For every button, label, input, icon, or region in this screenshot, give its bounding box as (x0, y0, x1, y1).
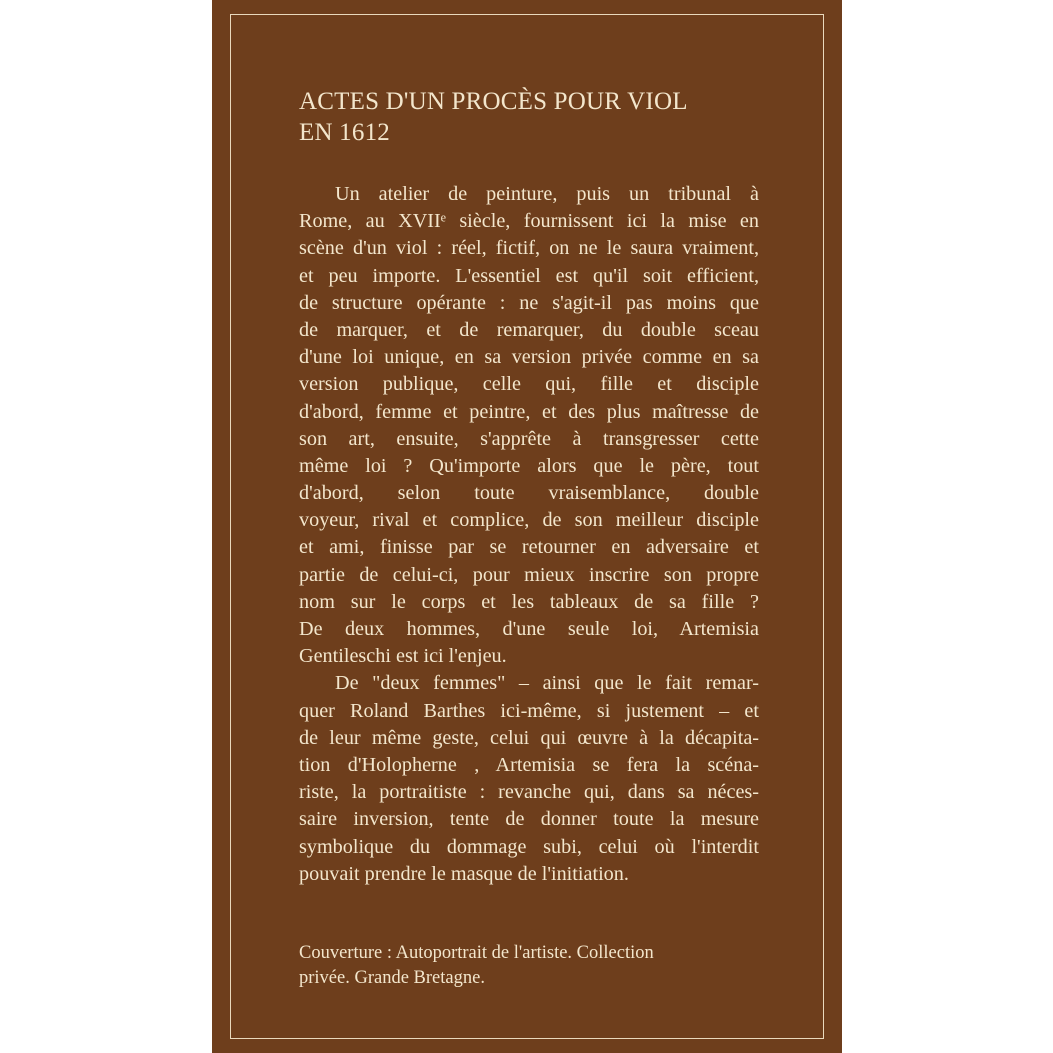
blurb-line: voyeur, rival et complice, de son meilleur disciple (299, 509, 759, 532)
blurb-line: De "deux femmes" – ainsi que le fait remar- (335, 672, 759, 695)
blurb-line: d'abord, selon toute vraisemblance, double (299, 482, 759, 505)
blurb-line: d'une loi unique, en sa version privée comme en sa (299, 346, 759, 369)
caption-line-2: privée. Grande Bretagne. (299, 968, 485, 988)
blurb-line: nom sur le corps et les tableaux de sa fille ? (299, 590, 759, 613)
blurb-text (299, 181, 759, 888)
blurb-line: et ami, finisse par se retourner en adversaire et (299, 536, 759, 559)
blurb-line: symbolique du dommage subi, celui où l'interdit (299, 835, 759, 858)
blurb-line: Un atelier de peinture, puis un tribunal à (335, 183, 759, 205)
blurb-line: d'abord, femme et peintre, et des plus maîtresse de (299, 400, 759, 423)
blurb-line: Rome, au XVIIᵉ siècle, fournissent ici la mise en (299, 210, 759, 233)
blurb-line: riste, la portraitiste : revanche qui, dans sa néces- (299, 781, 759, 804)
blurb-line: de marquer, et de remarquer, du double sceau (299, 318, 759, 341)
blurb-line: partie de celui-ci, pour mieux inscrire son propre (299, 563, 759, 586)
blurb-line: version publique, celle qui, fille et disciple (299, 373, 759, 396)
back-cover (212, 0, 842, 1053)
blurb-line: et peu importe. L'essentiel est qu'il soit efficient, (299, 264, 759, 287)
cover-credit-caption (299, 941, 759, 991)
blurb-line: de structure opérante : ne s'agit-il pas moins que (299, 291, 759, 314)
title-line-1: ACTES D'UN PROCÈS POUR VIOL (299, 88, 688, 115)
book-title (299, 86, 759, 148)
blurb-line: De deux hommes, d'une seule loi, Artemisia (299, 618, 759, 640)
blurb-line: de leur même geste, celui qui œuvre à la décapita- (299, 726, 759, 749)
blurb-line: même loi ? Qu'importe alors que le père, tout (299, 454, 759, 477)
blurb-line: pouvait prendre le masque de l'initiation. (299, 862, 629, 885)
blurb-line: quer Roland Barthes ici-même, si justement – et (299, 699, 759, 722)
caption-line-1: Couverture : Autoportrait de l'artiste. Collection (299, 943, 654, 963)
blurb-line: son art, ensuite, s'apprête à transgresser cette (299, 427, 759, 450)
blurb-line: saire inversion, tente de donner toute la mesure (299, 808, 759, 831)
blurb-line: tion d'Holopherne , Artemisia se fera la scéna- (299, 753, 759, 776)
blurb-line: scène d'un viol : réel, fictif, on ne le saura vraiment, (299, 237, 759, 260)
blurb-line: Gentileschi est ici l'enjeu. (299, 645, 507, 668)
title-line-2: EN 1612 (299, 119, 390, 146)
